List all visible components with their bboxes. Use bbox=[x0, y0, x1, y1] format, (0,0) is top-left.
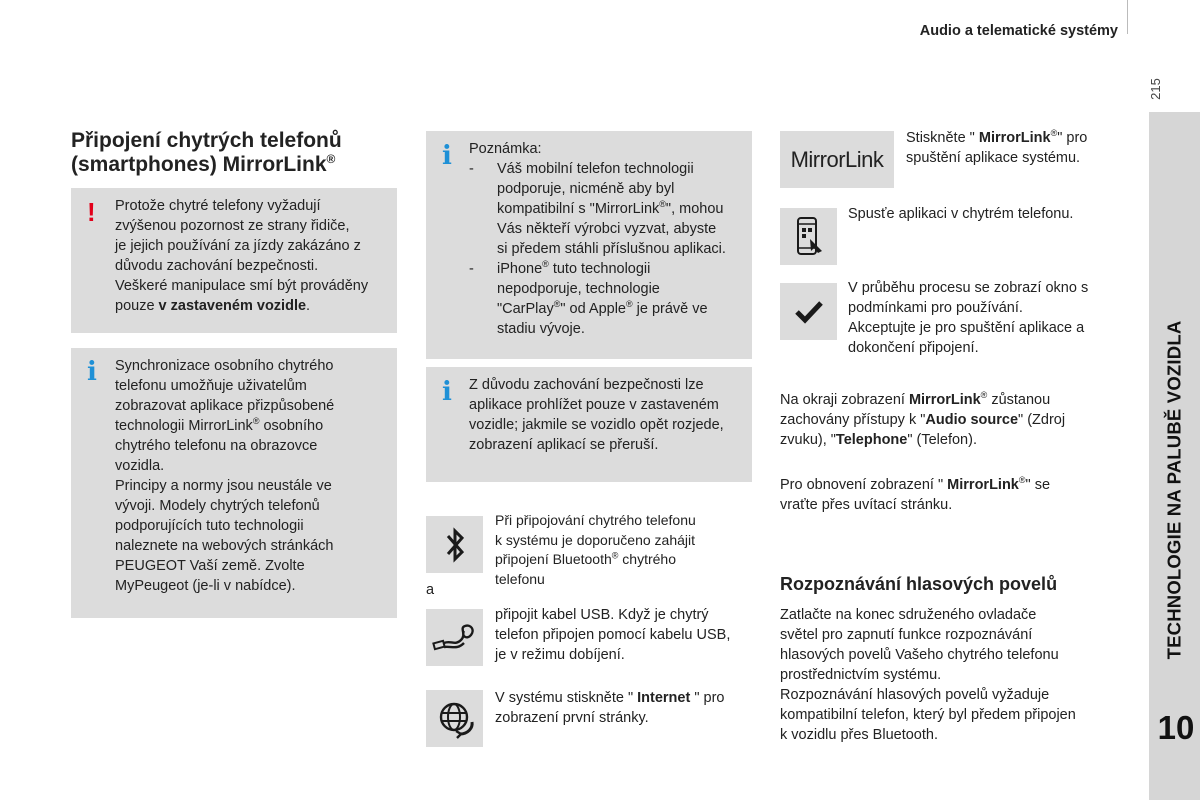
checkmark-icon bbox=[780, 283, 837, 340]
smartphone-touch-icon bbox=[780, 208, 837, 265]
bluetooth-icon bbox=[426, 516, 483, 573]
edge-access-text: Na okraji zobrazení MirrorLink® zůstanou zachovány přístupy k "Audio source" (Zdroj zvuku), "Telephone" (Telefon). bbox=[780, 390, 1066, 448]
info-icon: i bbox=[442, 141, 452, 171]
app-step-text: Spusťe aplikaci v chytrém telefonu. bbox=[848, 206, 1074, 222]
info-text-sync: Synchronizace osobního chytrého telefonu umožňuje uživatelům zobrazovat aplikace přizpůsobené technologii MirrorLink® osobního chytrého telefonu na obrazovce vozidla. Principy a normy jsou neustále ve vývoji. Modely chytrých telefonů podporujících tuto technologii naleznete na webových stránkách PEUGEOT Vaší země. Zvolte MyPeugeot (je-li v nabídce). bbox=[115, 358, 335, 594]
header-divider bbox=[1127, 0, 1128, 34]
info-icon: i bbox=[87, 357, 97, 387]
refresh-text: Pro obnovení zobrazení " MirrorLink®" se vraťte přes uvítací stránku. bbox=[780, 475, 1051, 513]
info-icon: i bbox=[442, 377, 452, 407]
page-number: 215 bbox=[1147, 78, 1163, 100]
header-section-title: Audio a telematické systémy bbox=[919, 23, 1118, 39]
mirrorlink-logo: MirrorLink bbox=[780, 131, 894, 188]
usb-step-text: připojit kabel USB. Když je chytrý telefon připojen pomocí kabelu USB, je v režimu dobíjení. bbox=[495, 607, 731, 663]
usb-cable-icon bbox=[426, 609, 483, 666]
note-text: Poznámka: - Váš mobilní telefon technologii podporuje, nicméně aby byl kompatibilní s "MirrorLink®", mohou Vás někteří výrobci vyzvat, abyste si předem stáhli příslušnou aplikaci. - iPhone® tuto technologii nepodporuje, technologie "CarPlay®" od Apple® je právě ve stadiu vývoje. bbox=[469, 141, 726, 337]
mirrorlink-step-text: Stiskněte " MirrorLink®" pro spuštění aplikace systému. bbox=[906, 128, 1088, 166]
internet-globe-icon bbox=[426, 690, 483, 747]
warning-text: Protože chytré telefony vyžadují zvýšenou pozornost ze strany řidiče, je jejich používání za jízdy zakázáno z důvodu zachování bezpečnosti. Veškeré manipulace smí být prováděny pouze v zastaveném vozidle. bbox=[115, 198, 369, 314]
chapter-number: 10 bbox=[1157, 709, 1195, 746]
exclamation-icon: ! bbox=[87, 197, 96, 227]
page-title: Připojení chytrých telefonů (smartphones) MirrorLink® bbox=[71, 129, 342, 176]
and-label: a bbox=[426, 582, 435, 598]
side-tab-label: TECHNOLOGIE NA PALUBĚ VOZIDLA bbox=[1163, 320, 1184, 660]
internet-step-text: V systému stiskněte " Internet " pro zobrazení první stránky. bbox=[495, 690, 725, 726]
voice-section-title: Rozpoznávání hlasových povelů bbox=[780, 574, 1058, 594]
bluetooth-step-text: Při připojování chytrého telefonu k systému je doporučeno zahájit připojení Bluetooth® chytrého telefonu bbox=[495, 512, 696, 587]
accept-step-text: V průběhu procesu se zobrazí okno s podmínkami pro používání. Akceptujte je pro spuštění aplikace a dokončení připojení. bbox=[848, 280, 1089, 356]
voice-section-text: Zatlačte na konec sdruženého ovladače světel pro zapnutí funkce rozpoznávání hlasových povelů Vašeho chytrého telefonu prostřednictvím systému. Rozpoznávání hlasových povelů vyžaduje kompatibilní telefon, který byl předem připojen k vozidlu přes Bluetooth. bbox=[780, 607, 1076, 743]
safety-text: Z důvodu zachování bezpečnosti lze aplikace prohlížet pouze v zastaveném vozidle; jakmile se vozidlo opět rozjede, zobrazení aplikací se přeruší. bbox=[469, 377, 724, 453]
